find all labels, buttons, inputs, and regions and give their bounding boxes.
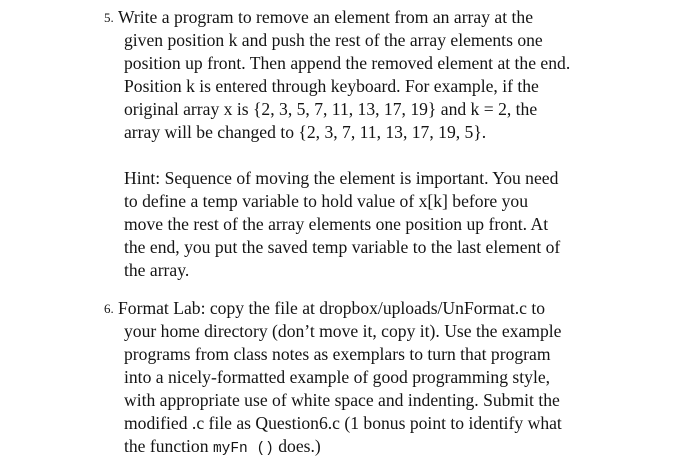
problem-6-last-line-prefix: the function: [124, 436, 213, 456]
problem-5-hint-line: Hint: Sequence of moving the element is important. You need: [124, 168, 559, 188]
problem-5-line: given position k and push the rest of the array elements one: [124, 30, 543, 50]
problem-6-line: modified .c file as Question6.c (1 bonus point to identify what: [124, 413, 562, 433]
problem-6-last-line: [124, 435, 321, 460]
function-name-code: myFn (): [212, 441, 274, 457]
problem-5-line: Write a program to remove an element from an array at the: [118, 7, 533, 27]
problem-6-line: your home directory (don’t move it, copy it). Use the example: [124, 321, 562, 341]
problem-6-line: Format Lab: copy the file at dropbox/uploads/UnFormat.c to: [118, 298, 546, 318]
problem-6-line: with appropriate use of white space and indenting. Submit the: [124, 390, 560, 410]
problem-5-line: position up front. Then append the removed element at the end.: [124, 53, 571, 73]
problem-5-hint-line: to define a temp variable to hold value of x[k] before you: [124, 191, 529, 211]
problem-5-number: 5.: [104, 10, 114, 25]
problem-5-hint-line: the end, you put the saved temp variable to the last element of: [124, 237, 561, 257]
problem-5-line: array will be changed to {2, 3, 7, 11, 13, 17, 19, 5}.: [124, 122, 487, 142]
problem-6-last-line-suffix: does.): [273, 436, 321, 456]
problem-5-hint-line: the array.: [124, 260, 190, 280]
problem-5-hint-line: move the rest of the array elements one position up front. At: [124, 214, 549, 234]
problem-5-line: original array x is {2, 3, 5, 7, 11, 13, 17, 19} and k = 2, the: [124, 99, 538, 119]
problem-6-line: into a nicely-formatted example of good programming style,: [124, 367, 551, 387]
problem-5-line: Position k is entered through keyboard. For example, if the: [124, 76, 539, 96]
problem-6-line: programs from class notes as exemplars to turn that program: [124, 344, 551, 364]
problem-6-number: 6.: [104, 301, 114, 316]
